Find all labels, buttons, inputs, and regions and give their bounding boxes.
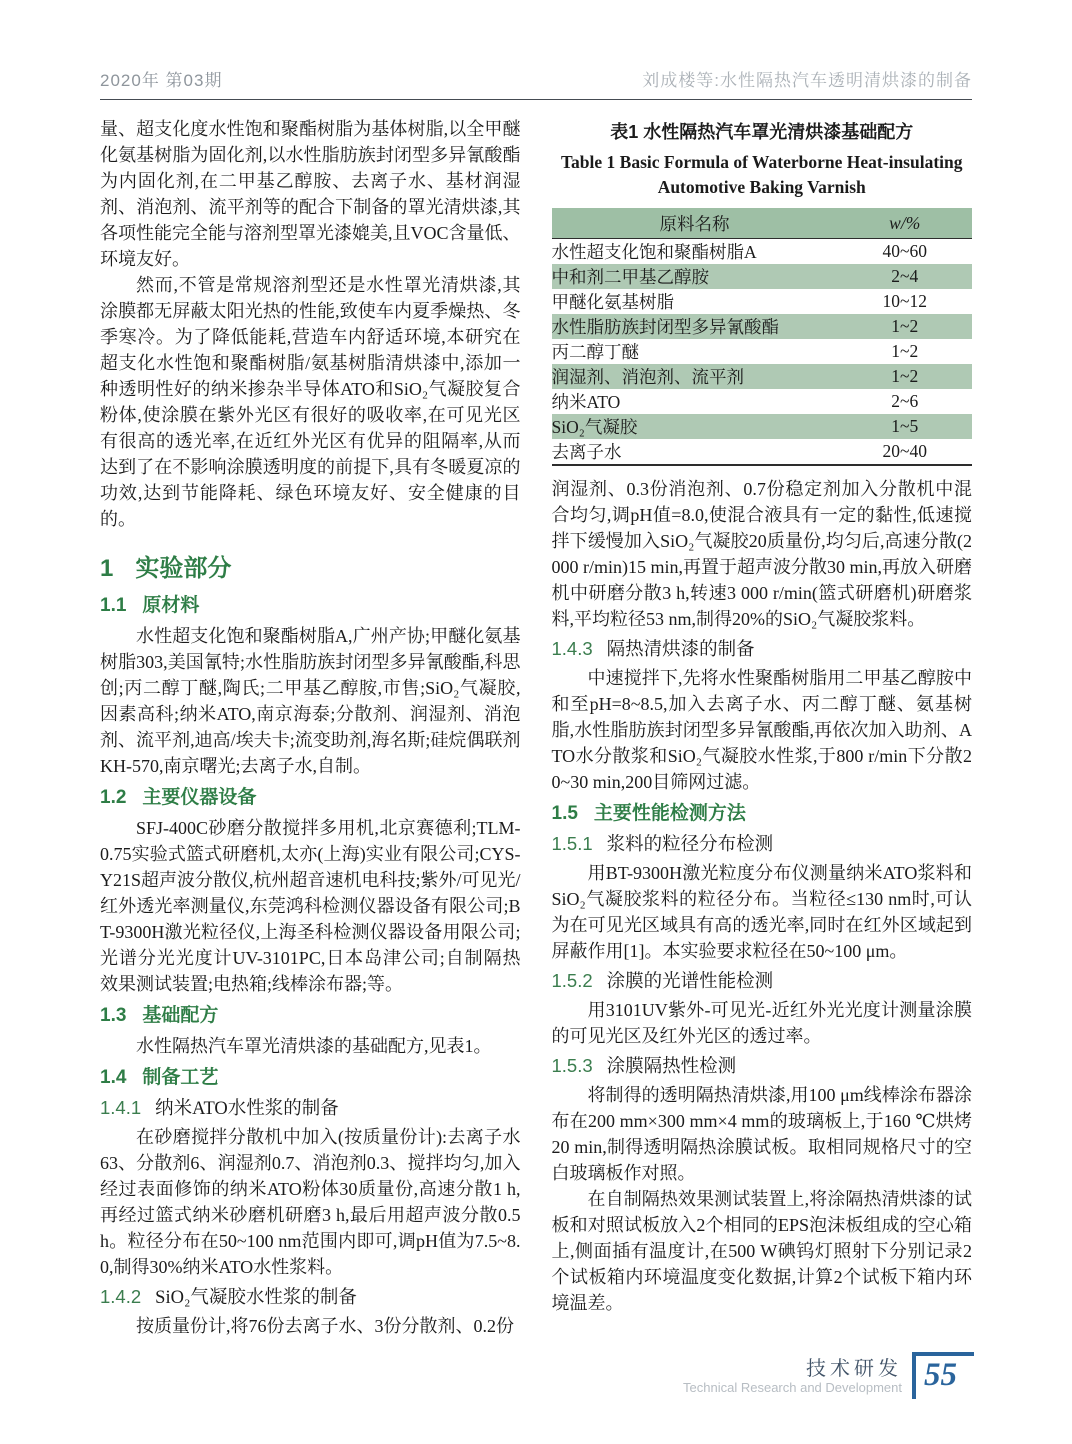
- section-heading-1: [100, 548, 521, 583]
- section-title: 隔热清烘漆的制备: [606, 640, 755, 660]
- section-number: 1.4.2: [100, 1286, 142, 1307]
- paragraph-continuation: 量、超支化度水性饱和聚酯树脂为基体树脂,以全甲醚化氨基树脂为固化剂,以水性脂肪族封闭型多异氰酸酯为内固化剂,在二甲基乙醇胺、去离子水、基材润湿剂、消泡剂、流平剂等的配合下制备的罩光清烘漆,其各项性能完全能与溶剂型罩光漆媲美,且VOC含量低、环境友好。: [100, 119, 521, 269]
- section-number: 1.4.3: [551, 638, 593, 659]
- right-column: [552, 116, 973, 1339]
- table-1-block: [552, 118, 973, 466]
- paragraph-instruments: SFJ-400C砂磨分散搅拌多用机,北京赛德利;TLM-0.75实验式篮式研磨机,太亦(上海)实业有限公司;CYS-Y21S超声波分散仪,杭州超音速机电科技;紫外/可见光/红外透光率测量仪,东莞鸿科检测仪器设备有限公司;BT-9300H激光粒径仪,上海圣科检测仪器设备用限公司;光谱分光光度计UV-3101PC,日本岛津公司;自制隔热效果测试装置;电热箱;线棒涂布器;等。: [100, 818, 521, 994]
- section-heading-1-5: [552, 801, 973, 827]
- column-header-value: w/%: [837, 208, 972, 239]
- section-heading-1-5-1: [552, 831, 973, 858]
- section-title: 基础配方: [142, 1005, 219, 1026]
- table-row: [552, 289, 973, 314]
- footer-section-en: Technical Research and Development: [683, 1380, 902, 1395]
- ingredient-name: 纳米ATO: [551, 392, 621, 412]
- section-heading-1-3: [100, 1003, 521, 1029]
- section-number: 1.5.1: [551, 833, 593, 854]
- ingredient-value: 20~40: [882, 441, 927, 461]
- table-caption-en-line1: Table 1 Basic Formula of Waterborne Heat-insulating: [560, 152, 963, 172]
- section-title: 主要性能检测方法: [593, 803, 746, 824]
- ingredient-value: 2~6: [891, 391, 919, 411]
- paragraph-insulation-test-1: 将制得的透明隔热清烘漆,用100 μm线棒涂布器涂布在200 mm×300 mm×4 mm的玻璃板上,于160 ℃烘烤20 min,制得透明隔热涂膜试板。取相同规格尺寸的空白玻璃板作对照。: [551, 1085, 972, 1183]
- footer-section-cn: 技术研发: [806, 1358, 902, 1380]
- ingredient-name: 润湿剂、消泡剂、流平剂: [552, 364, 838, 389]
- section-title: 纳米ATO水性浆的制备: [155, 1099, 339, 1119]
- section-number: 1.5.2: [551, 970, 593, 991]
- paragraph-insulation-test-2: 在自制隔热效果测试装置上,将涂隔热清烘漆的试板和对照试板放入2个相同的EPS泡沫板组成的空心箱上,侧面插有温度计,在500 W碘钨灯照射下分别记录2个试板箱内环境温度变化数据,计算2个试板下箱内环境温差。: [551, 1189, 972, 1313]
- section-title: 主要仪器设备: [142, 787, 257, 808]
- section-title: 浆料的粒径分布检测: [606, 835, 774, 855]
- ingredient-value: 1~2: [891, 341, 919, 361]
- table-row: [552, 314, 973, 339]
- section-number: 1.4: [100, 1067, 127, 1088]
- table-header-row: [552, 208, 973, 239]
- section-number: 1.5.3: [551, 1055, 593, 1076]
- section-title: 原材料: [142, 595, 200, 616]
- paragraph-materials: 水性超支化饱和聚酯树脂A,广州产协;甲醚化氨基树脂303,美国氰特;水性脂肪族封闭型多异氰酸酯,科思创;丙二醇丁醚,陶氏;二甲基乙醇胺,市售;SiO₂气凝胶,因素高科;纳米ATO,南京海泰;分散剂、润湿剂、消泡剂、流平剂,迪高/埃夫卡;流变助剂,海名斯;硅烷偶联剂KH-570,南京曙光;去离子水,自制。: [100, 626, 521, 776]
- formula-table: [552, 208, 973, 466]
- column-header-name: 原料名称: [552, 208, 838, 239]
- running-title: 刘成楼等:水性隔热汽车透明清烘漆的制备: [642, 71, 972, 90]
- ingredient-value: 1~5: [837, 414, 972, 439]
- header-rule: [100, 99, 972, 100]
- table-row: [552, 364, 973, 389]
- paragraph-intro: 然而,不管是常规溶剂型还是水性罩光清烘漆,其涂膜都无屏蔽太阳光热的性能,致使车内夏季燥热、冬季寒冷。为了降低能耗,营造车内舒适环境,本研究在超支化水性饱和聚酯树脂/氨基树脂清烘漆中,添加一种透明性好的纳米掺杂半导体ATO和SiO₂气凝胶复合粉体,使涂膜在紫外光区有很好的吸收率,在可见光区有很高的透光率,在近红外光区有优异的阻隔率,从而达到了在不影响涂膜透明度的前提下,具有冬暖夏凉的功效,达到节能降耗、绿色环境友好、安全健康的目的。: [100, 275, 521, 529]
- table-caption-cn: 表1 水性隔热汽车罩光清烘漆基础配方: [610, 122, 914, 142]
- table-row: [552, 239, 973, 265]
- ingredient-name: 甲醚化氨基树脂: [551, 292, 674, 312]
- section-heading-1-2: [100, 785, 521, 811]
- ingredient-value: 40~60: [882, 241, 927, 261]
- ingredient-value: 1~2: [837, 364, 972, 389]
- ingredient-name: 水性脂肪族封闭型多异氰酸酯: [552, 314, 838, 339]
- paragraph-varnish-prep: 中速搅拌下,先将水性聚酯树脂用二甲基乙醇胺中和至pH=8~8.5,加入去离子水、丙二醇丁醚、氨基树脂,水性脂肪族封闭型多异氰酸酯,再依次加入助剂、ATO水分散浆和SiO₂气凝胶水性浆,于800 r/min下分散20~30 min,200目筛网过滤。: [551, 668, 972, 792]
- section-heading-1-4-1: [100, 1095, 521, 1122]
- table-row: [552, 389, 973, 414]
- paragraph-sio2-start: 按质量份计,将76份去离子水、3份分散剂、0.2份: [136, 1316, 514, 1336]
- ingredient-name: 去离子水: [551, 442, 622, 462]
- paragraph-sio2-continuation: 润湿剂、0.3份消泡剂、0.7份稳定剂加入分散机中混合均匀,调pH值=8.0,使混合液具有一定的黏性,低速搅拌下缓慢加入SiO₂气凝胶20质量份,均匀后,高速分散(2 000 r/min)15 min,再置于超声波分散30 min,再放入研磨机中研磨分散3 h,转速3 000 r/min(篮式研磨机)研磨浆料,平均粒径53 nm,制得20%的SiO₂气凝胶浆料。: [551, 479, 972, 629]
- section-number: 1.4.1: [100, 1097, 142, 1118]
- section-number: 1.1: [100, 595, 127, 616]
- page-number-bracket: [912, 1352, 974, 1399]
- section-title: SiO₂气凝胶水性浆的制备: [155, 1288, 357, 1308]
- section-title: 涂膜隔热性检测: [606, 1057, 737, 1077]
- ingredient-value: 10~12: [882, 291, 927, 311]
- section-number: 1.2: [100, 787, 127, 808]
- section-heading-1-4-2: [100, 1284, 521, 1311]
- ingredient-name: 中和剂二甲基乙醇胺: [552, 264, 838, 289]
- section-title: 涂膜的光谱性能检测: [606, 972, 774, 992]
- section-number: 1.5: [551, 803, 578, 824]
- section-heading-1-4-3: [552, 636, 973, 663]
- ingredient-name: 丙二醇丁醚: [551, 342, 639, 362]
- section-heading-1-4: [100, 1065, 521, 1091]
- paragraph-formula-ref: 水性隔热汽车罩光清烘漆的基础配方,见表1。: [136, 1036, 492, 1056]
- section-heading-1-5-2: [552, 968, 973, 995]
- section-heading-1-5-3: [552, 1053, 973, 1080]
- paragraph-spectrum-test: 用3101UV紫外-可见光-近红外光光度计测量涂膜的可见光区及红外光区的透过率。: [551, 1000, 972, 1046]
- section-number: 1: [100, 555, 114, 582]
- table-caption-en-line2: Automotive Baking Varnish: [657, 177, 866, 197]
- issue-label: 2020年 第03期: [100, 71, 223, 90]
- section-number: 1.3: [100, 1005, 127, 1026]
- table-row: [552, 439, 973, 465]
- section-title: 实验部分: [135, 555, 232, 582]
- running-header: [100, 66, 972, 91]
- ingredient-name: SiO₂气凝胶: [552, 414, 838, 439]
- paragraph-ato-slurry: 在砂磨搅拌分散机中加入(按质量份计):去离子水63、分散剂6、润湿剂0.7、消泡剂0.3、搅拌均匀,加入经过表面修饰的纳米ATO粉体30质量份,高速分散1 h,再经过篮式纳米砂磨机研磨3 h,最后用超声波分散0.5 h。粒径分布在50~100 nm范围内即可,调pH值为7.5~8.0,制得30%纳米ATO水性浆料。: [100, 1127, 521, 1277]
- page-content: [100, 116, 972, 1339]
- footer-labels: [683, 1352, 902, 1396]
- table-row: [552, 264, 973, 289]
- table-row: [552, 339, 973, 364]
- table-row: [552, 414, 973, 439]
- ingredient-value: 2~4: [837, 264, 972, 289]
- ingredient-value: 1~2: [837, 314, 972, 339]
- page-number: 55: [924, 1357, 957, 1393]
- page-footer: [683, 1352, 974, 1399]
- ingredient-name: 水性超支化饱和聚酯树脂A: [551, 242, 757, 262]
- section-title: 制备工艺: [142, 1067, 219, 1088]
- paragraph-particle-size: 用BT-9300H激光粒度分布仪测量纳米ATO浆料和SiO₂气凝胶浆料的粒径分布。当粒径≤130 nm时,可认为在可见光区域具有高的透光率,同时在红外区域起到屏蔽作用[1]。本实验要求粒径在50~100 μm。: [551, 863, 972, 961]
- left-column: [100, 116, 521, 1339]
- section-heading-1-1: [100, 593, 521, 619]
